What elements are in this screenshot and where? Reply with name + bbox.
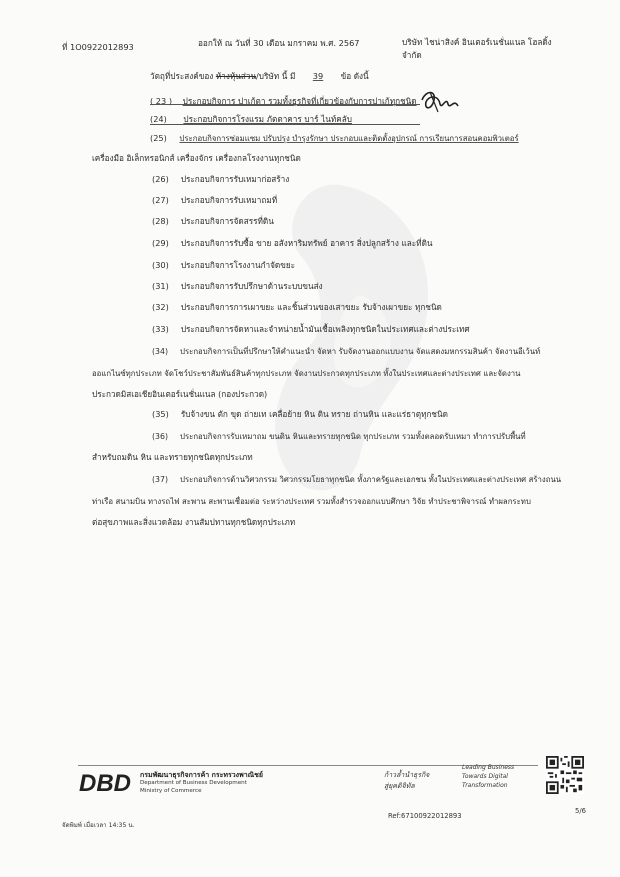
item-text: ประกอบกิจการรับปรึกษาด้านระบบขนส่ง bbox=[180, 281, 323, 291]
intro-struck: ห้างหุ้นส่วน bbox=[215, 71, 257, 81]
item-number: (28) bbox=[152, 216, 169, 226]
item-continuation: ออแกไนซ์ทุกประเภท จัดโชว์ประชาสัมพันธ์สินค้าทุกประเภท จัดงานประกวดทุกประเภท ทั้งในประเทศและต่างประเทศ และจัดงาน bbox=[92, 369, 521, 378]
item-text: ประกอบกิจการรับเหมาก่อสร้าง bbox=[180, 174, 290, 184]
slogan-english-3: Transformation bbox=[462, 782, 508, 789]
objective-item bbox=[152, 281, 323, 292]
objective-item bbox=[152, 260, 295, 271]
objective-item bbox=[152, 302, 442, 313]
company-name-line1: บริษัท ไชน่าสิงค์ อินเตอร์เนชั่นแนล โฮลดิ้ง bbox=[402, 37, 552, 47]
item-continuation: เครื่องมือ อิเล็กทรอนิกส์ เครื่องจักร เครื่องกลโรงงานทุกชนิด bbox=[92, 153, 301, 163]
item-text: ประกอบกิจการ ปาเก้ตา รวมทั้งธุรกิจที่เกี่ยวข้องกับการปาเก้ทุกชนิด bbox=[182, 96, 417, 106]
item-number: (31) bbox=[152, 281, 169, 291]
objective-item bbox=[150, 133, 519, 144]
watermark-seal bbox=[250, 175, 450, 505]
item-number: (34) bbox=[152, 347, 169, 356]
objective-item bbox=[152, 409, 448, 420]
intro-prefix: วัตถุที่ประสงค์ของ bbox=[150, 71, 214, 81]
item-text: ประกอบกิจการด้านวิศวกรรม วิศวกรรมโยธาทุกชนิด ทั้งภาครัฐและเอกชน ทั้งในประเทศและต่างประเทศ สร้างถนน bbox=[180, 475, 562, 484]
issued-date: ออกให้ ณ วันที่ 30 เดือน มกราคม พ.ศ. 2567 bbox=[198, 38, 360, 48]
qr-code bbox=[546, 756, 584, 794]
item-number: (27) bbox=[152, 195, 169, 205]
item-continuation: ประกวดมิสเอเชียอินเตอร์เนชั่นแนล (กองประกวด) bbox=[92, 389, 268, 399]
dbd-logo-text: DBD bbox=[79, 770, 131, 796]
item-number: (37) bbox=[152, 475, 169, 484]
objective-item bbox=[152, 238, 433, 249]
item-number: (36) bbox=[152, 432, 169, 441]
intro-suffix: ข้อ ดังนี้ bbox=[340, 71, 369, 81]
item-continuation: ต่อสุขภาพและสิ่งแวดล้อม งานสัมปทานทุกชนิดทุกประเภท bbox=[92, 517, 296, 527]
document-number: ที่ 1O0922012893 bbox=[62, 42, 134, 52]
slogan-thai-1: ก้าวล้ำนำธุรกิจ bbox=[384, 771, 430, 779]
item-text: ประกอบกิจการโรงงานกำจัดขยะ bbox=[180, 260, 296, 270]
objective-item bbox=[152, 195, 277, 206]
item-text: ประกอบกิจการการเผาขยะ และชิ้นส่วนของเสาขยะ รับจ้างเผาขยะ ทุกชนิด bbox=[180, 302, 442, 312]
item-number: (24) bbox=[150, 114, 167, 124]
item-number: ( 23 ) bbox=[150, 96, 173, 106]
dbd-logo bbox=[78, 768, 138, 796]
item-text: รับจ้างขน ตัก ขุด ถ่ายเท เคลื่อย้าย หิน ดิน ทราย ถ่านหิน และแร่ธาตุทุกชนิด bbox=[180, 409, 448, 419]
printed-timestamp: จัดพิมพ์ เมื่อเวลา 14:35 น. bbox=[62, 822, 135, 829]
objective-count: 39 bbox=[312, 71, 324, 81]
item-number: (32) bbox=[152, 302, 169, 312]
objective-item bbox=[152, 324, 470, 335]
item-text: ประกอบกิจการจัดหาและจำหน่ายน้ำมันเชื้อเพลิงทุกชนิดในประเทศและต่างประเทศ bbox=[180, 324, 470, 334]
item-text: ประกอบกิจการเป็นที่ปรึกษาให้คำแนะนำ จัดหา รับจัดงานออกแบบงาน จัดแสดงมหกรรมสินค้า จัดงานอีเว้นท์ bbox=[180, 347, 541, 356]
objective-item bbox=[152, 174, 289, 185]
objective-item bbox=[150, 96, 417, 107]
item-text: ประกอบกิจการรับเหมาถมที่ bbox=[180, 195, 278, 205]
item-number: (35) bbox=[152, 409, 169, 419]
signature bbox=[418, 88, 464, 114]
objective-item bbox=[152, 216, 274, 227]
objectives-intro bbox=[150, 71, 369, 82]
slogan-thai-2: สู่ยุคดิจิทัล bbox=[384, 782, 415, 790]
item-number: (29) bbox=[152, 238, 169, 248]
slogan-english-1: Leading Business bbox=[462, 764, 515, 771]
item-text: ประกอบกิจการจัดสรรที่ดิน bbox=[180, 216, 274, 226]
objective-item bbox=[152, 346, 540, 357]
item-continuation: ท่าเรือ สนามบิน ทางรถไฟ สะพาน สะพานเชื่อมต่อ ระหว่างประเทศ รวมทั้งสำรวจออกแบบศึกษา วิจัย ทำประชาพิจารณ์ ทำผลกระทบ bbox=[92, 497, 531, 506]
page-number: 5/6 bbox=[575, 807, 586, 815]
objective-item bbox=[152, 474, 561, 485]
item-number: (26) bbox=[152, 174, 169, 184]
item-text: ประกอบกิจการซ่อมแซม ปรับปรุง บำรุงรักษา ประกอบและติดตั้งอุปกรณ์ การเรียนการสอนคอมพิวเตอร์ bbox=[179, 134, 519, 143]
department-thai: กรมพัฒนาธุรกิจการค้า กระทรวงพาณิชย์ bbox=[140, 771, 263, 779]
company-name-line2: จำกัด bbox=[402, 50, 422, 60]
item-text: ประกอบกิจการโรงแรม ภัตตาคาร บาร์ ไนท์คลับ bbox=[183, 114, 352, 124]
item-number: (33) bbox=[152, 324, 169, 334]
ministry-english: Ministry of Commerce bbox=[140, 788, 202, 794]
department-english: Department of Business Development bbox=[140, 780, 247, 786]
item-number: (30) bbox=[152, 260, 169, 270]
item-number: (25) bbox=[150, 133, 167, 143]
reference-number: Ref:67100922012893 bbox=[388, 812, 462, 820]
intro-mid: /บริษัท นี้ มี bbox=[256, 71, 296, 81]
item-text: ประกอบกิจการรับเหมาถม ขนดิน หินและทรายทุกชนิด ทุกประเภท รวมทั้งตลอดรับเหมา ทำการปรับพื้นที่ bbox=[180, 432, 526, 441]
item-continuation: สำหรับถมดิน หิน และทรายทุกชนิดทุกประเภท bbox=[92, 452, 253, 462]
item-text: ประกอบกิจการรับซื้อ ขาย อสังหาริมทรัพย์ อาคาร สิ่งปลูกสร้าง และที่ดิน bbox=[180, 238, 433, 248]
objective-item bbox=[152, 431, 526, 442]
slogan-english-2: Towards Digital bbox=[462, 773, 508, 780]
